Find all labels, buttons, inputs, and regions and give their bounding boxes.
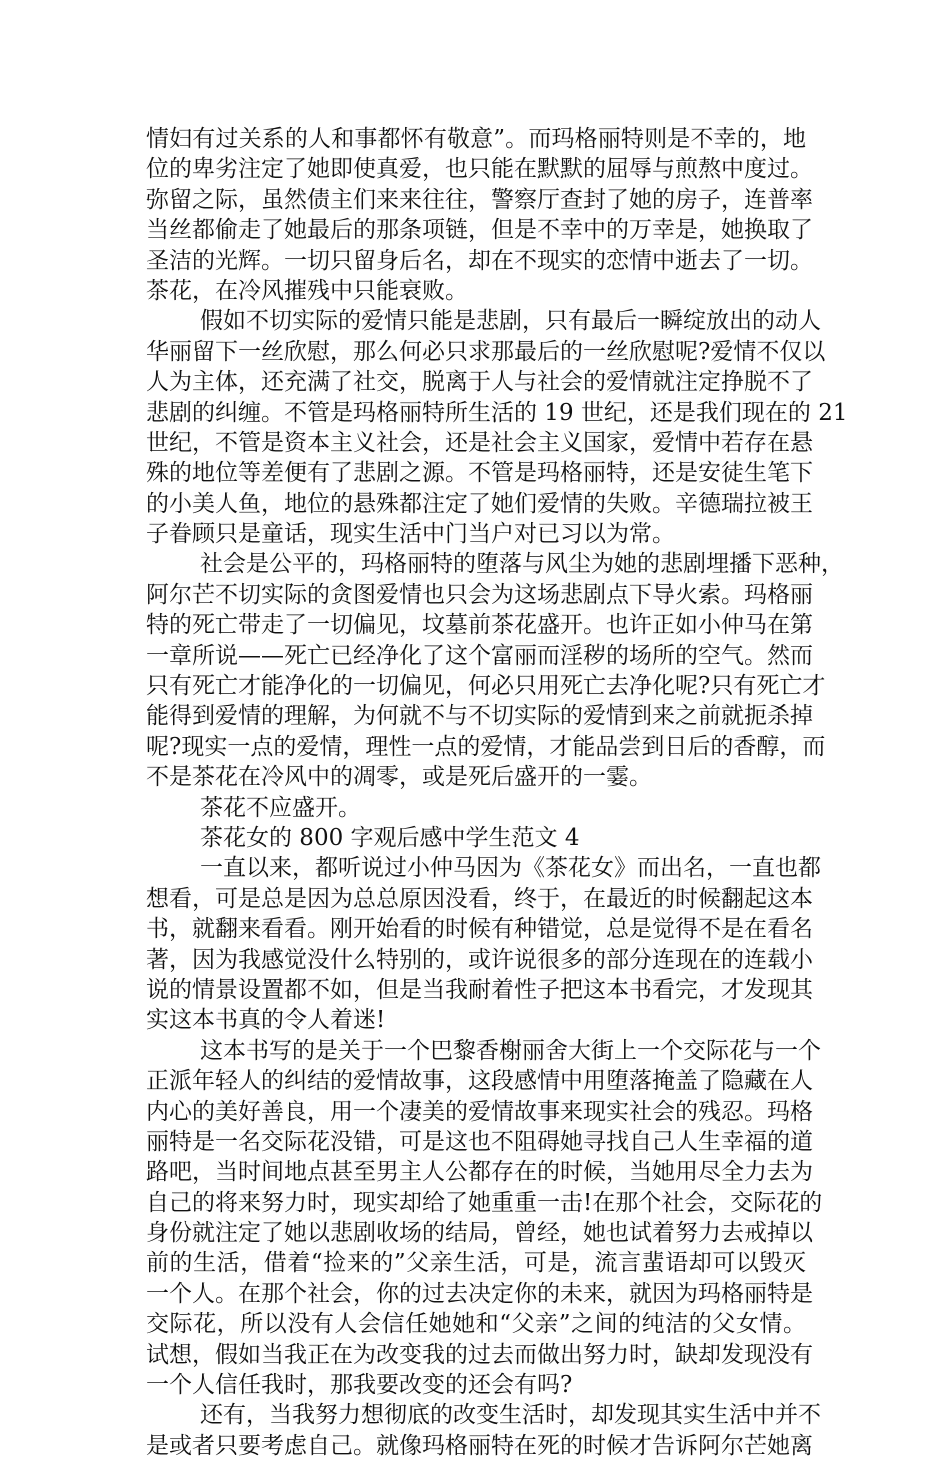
text-line: 还有，当我努力想彻底的改变生活时，却发现其实生活中并不 [200, 1402, 821, 1429]
text-line: 弥留之际，虽然债主们来来往往，警察厅查封了她的房子，连普率 [146, 186, 813, 213]
text-line: 特的死亡带走了一切偏见，坟墓前茶花盛开。也许正如小仲马在第 [146, 612, 813, 639]
text-line: 茶花，在冷风摧残中只能衰败。 [146, 277, 468, 304]
text-line: 一个人。在那个社会，你的过去决定你的未来，就因为玛格丽特是 [146, 1280, 813, 1307]
text-line: 想看，可是总是因为总总原因没看，终于，在最近的时候翻起这本 [146, 885, 813, 912]
text-line: 书，就翻来看看。刚开始看的时候有种错觉，总是觉得不是在看名 [146, 916, 813, 943]
text-line: 路吧，当时间地点甚至男主人公都存在的时候，当她用尽全力去为 [146, 1159, 813, 1186]
text-line: 著，因为我感觉没什么特别的，或许说很多的部分连现在的连载小 [146, 946, 813, 973]
text-line: 茶花不应盛开。 [200, 794, 361, 821]
text-line: 茶花女的 800 字观后感中学生范文 4 [200, 824, 580, 851]
text-line: 圣洁的光辉。一切只留身后名，却在不现实的恋情中逝去了一切。 [146, 247, 813, 274]
text-line: 只有死亡才能净化的一切偏见，何必只用死亡去净化呢?只有死亡才 [146, 673, 826, 700]
text-line: 一章所说——死亡已经净化了这个富丽而淫秽的场所的空气。然而 [146, 642, 813, 669]
text-line: 情妇有过关系的人和事都怀有敬意”。而玛格丽特则是不幸的，地 [146, 126, 806, 152]
text-line: 呢?现实一点的爱情，理性一点的爱情，才能品尝到日后的香醇，而 [146, 733, 826, 760]
text-line: 社会是公平的，玛格丽特的堕落与风尘为她的悲剧埋播下恶种， [200, 551, 844, 578]
text-line: 当丝都偷走了她最后的那条项链，但是不幸中的万幸是，她换取了 [146, 217, 813, 244]
text-line: 交际花，所以没有人会信任她她和“父亲”之间的纯洁的父女情。 [146, 1311, 806, 1338]
text-line: 华丽留下一丝欣慰，那么何必只求那最后的一丝欣慰呢?爱情不仅以 [146, 338, 826, 365]
text-line: 这本书写的是关于一个巴黎香榭丽舍大街上一个交际花与一个 [200, 1037, 821, 1064]
text-line: 是或者只要考虑自己。就像玛格丽特在死的时候才告诉阿尔芒她离 [146, 1432, 813, 1459]
text-line: 子眷顾只是童话，现实生活中门当户对已习以为常。 [146, 521, 675, 548]
text-line: 的小美人鱼，地位的悬殊都注定了她们爱情的失败。辛德瑞拉被王 [146, 490, 813, 517]
text-line: 身份就注定了她以悲剧收场的结局，曾经，她也试着努力去戒掉以 [146, 1220, 813, 1247]
text-line: 实这本书真的令人着迷! [146, 1007, 386, 1034]
text-line: 能得到爱情的理解，为何就不与不切实际的爱情到来之前就扼杀掉 [146, 703, 813, 730]
text-line: 一直以来，都听说过小仲马因为《茶花女》而出名，一直也都 [200, 855, 821, 882]
text-line: 悲剧的纠缠。不管是玛格丽特所生活的 19 世纪，还是我们现在的 21 [146, 399, 848, 426]
text-line: 说的情景设置都不如，但是当我耐着性子把这本书看完，才发现其 [146, 976, 813, 1003]
text-line: 位的卑劣注定了她即使真爱，也只能在默默的屈辱与煎熬中度过。 [146, 156, 813, 183]
document-body-text [146, 124, 848, 1461]
text-line: 自己的将来努力时，现实却给了她重重一击!在那个社会，交际花的 [146, 1189, 823, 1216]
text-line: 内心的美好善良，用一个凄美的爱情故事来现实社会的残忍。玛格 [146, 1098, 813, 1125]
text-line: 假如不切实际的爱情只能是悲剧，只有最后一瞬绽放出的动人 [200, 308, 821, 335]
text-line: 不是茶花在冷风中的凋零，或是死后盛开的一霎。 [146, 764, 652, 791]
text-line: 正派年轻人的纠结的爱情故事，这段感情中用堕落掩盖了隐藏在人 [146, 1068, 813, 1095]
text-line: 殊的地位等差便有了悲剧之源。不管是玛格丽特，还是安徒生笔下 [146, 460, 813, 487]
text-line: 前的生活，借着“捡来的”父亲生活，可是，流言蜚语却可以毁灭 [146, 1250, 806, 1277]
text-line: 阿尔芒不切实际的贪图爱情也只会为这场悲剧点下导火索。玛格丽 [146, 581, 813, 608]
text-line: 世纪，不管是资本主义社会，还是社会主义国家，爱情中若存在悬 [146, 429, 813, 456]
text-line: 丽特是一名交际花没错，可是这也不阻碍她寻找自己人生幸福的道 [146, 1128, 813, 1155]
text-line: 人为主体，还充满了社交，脱离于人与社会的爱情就注定挣脱不了 [146, 369, 813, 396]
text-line: 一个人信任我时，那我要改变的还会有吗? [146, 1372, 573, 1399]
text-line: 试想，假如当我正在为改变我的过去而做出努力时，缺却发现没有 [146, 1341, 813, 1368]
